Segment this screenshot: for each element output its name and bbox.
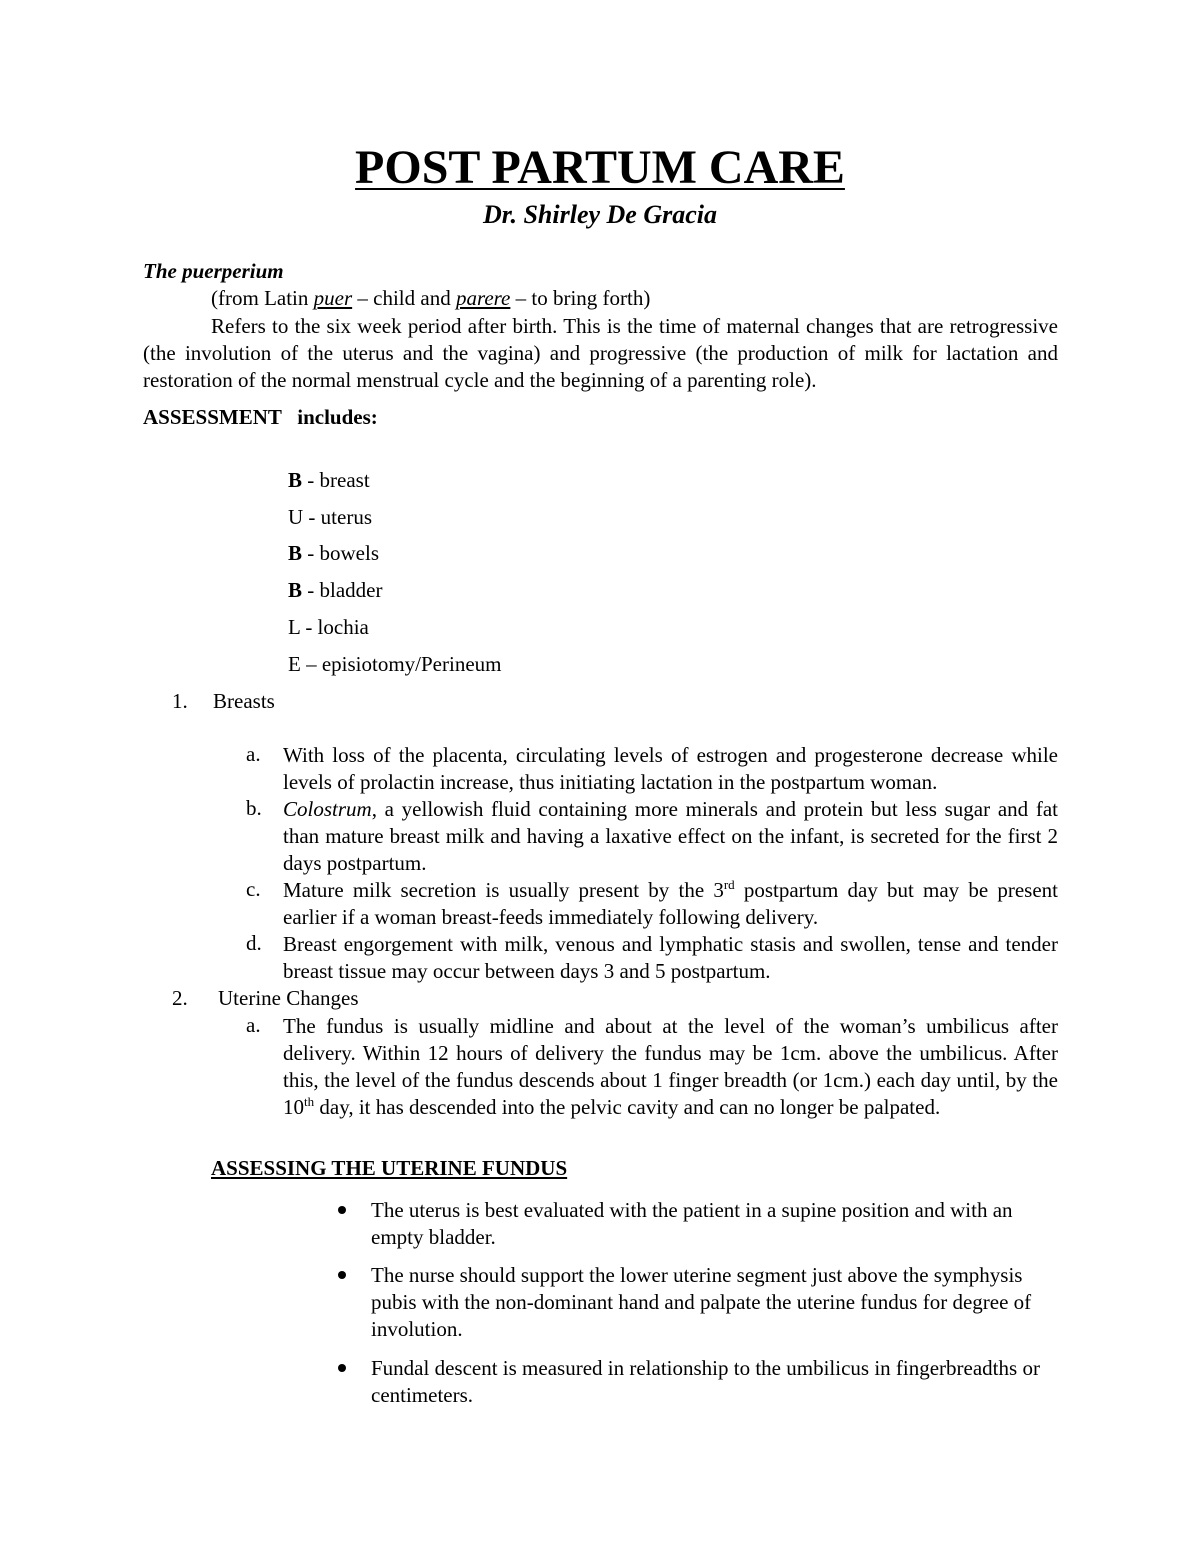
- item-text: The fundus is usually midline and about at the level of the woman’s umbilicus after delivery. Within 12 hours of delivery the fundus may be 1cm. above the umbilicus. After this, the level of the fundus descends about 1 finger breadth (or 1cm.) each day until, by the 10th day, it has descended into the pelvic cavity and can no longer be palpated.: [283, 1014, 1058, 1119]
- etymology-prefix: (from Latin: [211, 286, 314, 310]
- etymology-word-puer: puer: [313, 286, 353, 310]
- document-title: POST PARTUM CARE: [355, 141, 845, 194]
- assessment-heading: ASSESSMENT includes:: [143, 405, 378, 429]
- item-marker: a.: [246, 742, 261, 766]
- section1-label: Breasts: [213, 689, 275, 713]
- item-marker: a.: [246, 1013, 261, 1037]
- item-text: With loss of the placenta, circulating levels of estrogen and progesterone decrease while levels of prolactin increase, thus initiating lactation in the postpartum woman.: [283, 743, 1058, 794]
- document-author: Dr. Shirley De Gracia: [483, 200, 717, 229]
- item-marker: c.: [246, 877, 261, 901]
- mnemonic-item-uterus: U - uterus: [288, 505, 372, 529]
- bullet-icon: [338, 1206, 346, 1214]
- item-text: Mature milk secretion is usually present by the 3rd postpartum day but may be present earlier if a woman breast-feeds immediately following delivery.: [283, 877, 1058, 929]
- section2-label: Uterine Changes: [218, 986, 359, 1010]
- section1-number: 1.: [172, 689, 188, 713]
- intro-paragraph: Refers to the six week period after birth. This is the time of maternal changes that are retrogressive (the involution of the uterus and the vagina) and progressive (the production of milk for lactation and restoration of the normal menstrual cycle and the beginning of a parenting role).: [143, 314, 1058, 392]
- etymology-mid: – child and: [352, 286, 456, 310]
- mnemonic-item-episiotomy: E – episiotomy/Perineum: [288, 652, 502, 676]
- item-marker: b.: [246, 796, 262, 820]
- bullet-text: The nurse should support the lower uterine segment just above the symphysis pubis with the non-dominant hand and palpate the uterine fundus for degree of involution.: [371, 1263, 1032, 1341]
- bullet-icon: [338, 1364, 346, 1372]
- item-text: Colostrum, a yellowish fluid containing more minerals and protein but less sugar and fat than mature breast milk and having a laxative effect on the infant, is secreted for the first 2 days postpartum.: [283, 797, 1058, 875]
- section-heading: The puerperium: [143, 259, 284, 283]
- item-text: Breast engorgement with milk, venous and lymphatic stasis and swollen, tense and tender breast tissue may occur between days 3 and 5 postpartum.: [283, 932, 1058, 983]
- bullet-text: Fundal descent is measured in relationship to the umbilicus in fingerbreadths or centimeters.: [371, 1356, 1040, 1407]
- etymology-suffix: – to bring forth): [510, 286, 651, 310]
- fundus-assessment-heading: ASSESSING THE UTERINE FUNDUS: [211, 1156, 568, 1180]
- etymology-line: [211, 286, 650, 311]
- section2-number: 2.: [172, 986, 188, 1010]
- mnemonic-item-bladder: B - bladder: [288, 578, 383, 602]
- bullet-text: The uterus is best evaluated with the patient in a supine position and with an empty bladder.: [371, 1198, 1013, 1249]
- mnemonic-item-breast: B - breast: [288, 468, 370, 492]
- bullet-icon: [338, 1271, 346, 1279]
- etymology-word-parere: parere: [455, 286, 511, 310]
- mnemonic-item-bowels: B - bowels: [288, 541, 380, 565]
- mnemonic-item-lochia: L - lochia: [288, 615, 369, 639]
- item-marker: d.: [246, 931, 262, 955]
